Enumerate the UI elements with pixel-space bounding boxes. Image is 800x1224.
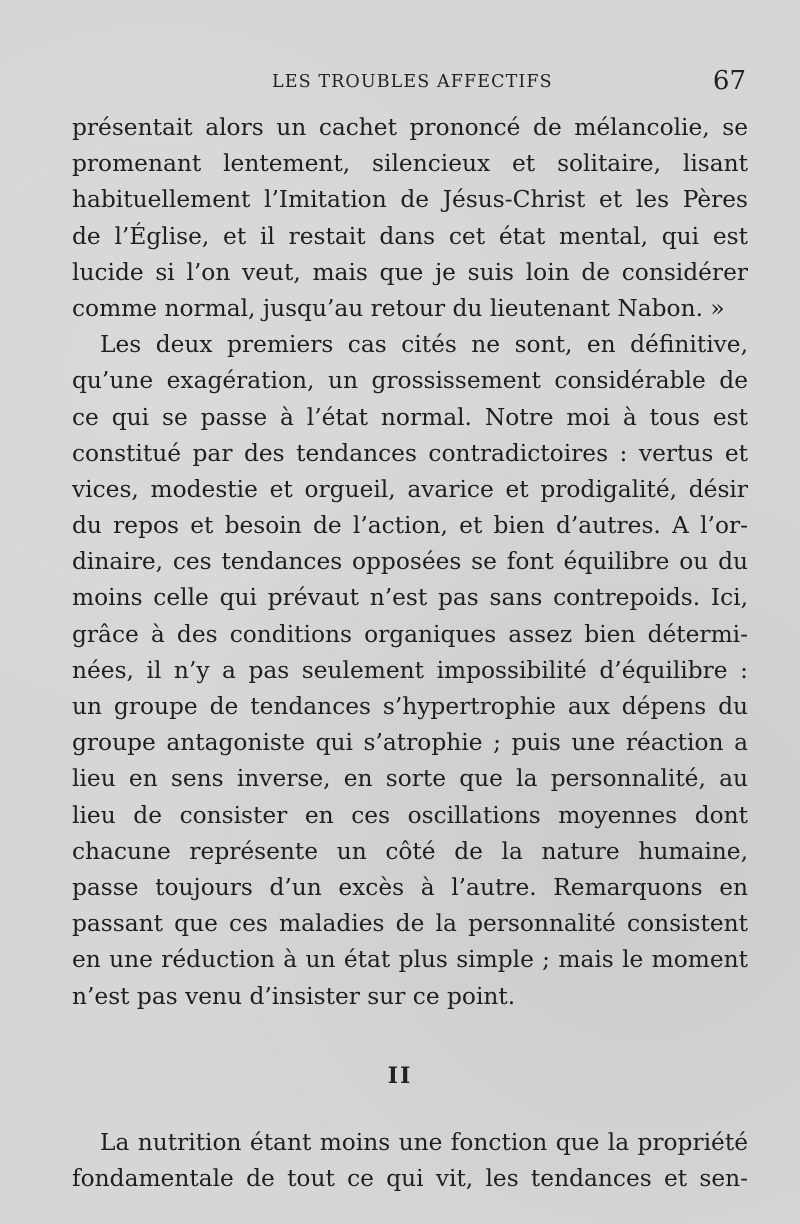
text-line: n’est pas venu d’insister sur ce point. [72, 982, 516, 1010]
text-line: chacune représente un côté de la nature humaine, [72, 837, 748, 865]
text-line: ce qui se passe à l’état normal. Notre moi à tous est [72, 403, 748, 431]
text-line: vices, modestie et orgueil, avarice et prodigalité, désir [72, 475, 748, 503]
section-heading: II [387, 1063, 413, 1089]
body-paragraph-continued [72, 1125, 748, 1197]
body-paragraphs [72, 110, 748, 1015]
text-line: constitué par des tendances contradictoires : vertus et [72, 439, 748, 467]
text-line: lieu de consister en ces oscillations moyennes dont [72, 801, 748, 829]
text-line: qu’une exagération, un grossissement considérable de [72, 367, 748, 395]
text-line: promenant lentement, silencieux et solitaire, lisant [72, 150, 748, 178]
text-line: un groupe de tendances s’hypertrophie aux dépens du [72, 693, 748, 720]
page-number: 67 [712, 66, 746, 96]
text-line: présentait alors un cachet prononcé de mélancolie, se [72, 114, 748, 141]
text-line: dinaire, ces tendances opposées se font équilibre ou du [72, 548, 748, 576]
running-head [72, 66, 748, 98]
text-line: lucide si l’on veut, mais que je suis loin de considérer [72, 258, 748, 286]
text-line: habituellement l’Imitation de Jésus-Christ et les Pères [72, 186, 748, 214]
text-line: moins celle qui prévaut n’est pas sans contrepoids. Ici, [72, 584, 748, 612]
text-line: nées, il n’y a pas seulement impossibilité d’équilibre : [72, 656, 748, 684]
text-line: La nutrition étant moins une fonction que la propriété [100, 1129, 748, 1156]
running-title: LES TROUBLES AFFECTIFS [272, 72, 553, 92]
text-line: comme normal, jusqu’au retour du lieutenant Nabon. » [72, 294, 725, 322]
text-line: Les deux premiers cas cités ne sont, en définitive, [100, 331, 748, 359]
text-line: de l’Église, et il restait dans cet état mental, qui est [72, 222, 748, 250]
text-line: fondamentale de tout ce qui vit, les tendances et sen- [72, 1165, 748, 1193]
text-line: passant que ces maladies de la personnalité consistent [72, 910, 748, 938]
text-line: groupe antagoniste qui s’atrophie ; puis une réaction a [72, 729, 748, 757]
text-line: en une réduction à un état plus simple ; mais le moment [72, 946, 748, 974]
text-line: du repos et besoin de l’action, et bien d’autres. A l’or- [72, 512, 748, 540]
text-line: passe toujours d’un excès à l’autre. Remarquons en [72, 873, 748, 901]
text-line: grâce à des conditions organiques assez bien détermi- [72, 620, 748, 648]
text-line: lieu en sens inverse, en sorte que la personnalité, au [72, 765, 748, 793]
